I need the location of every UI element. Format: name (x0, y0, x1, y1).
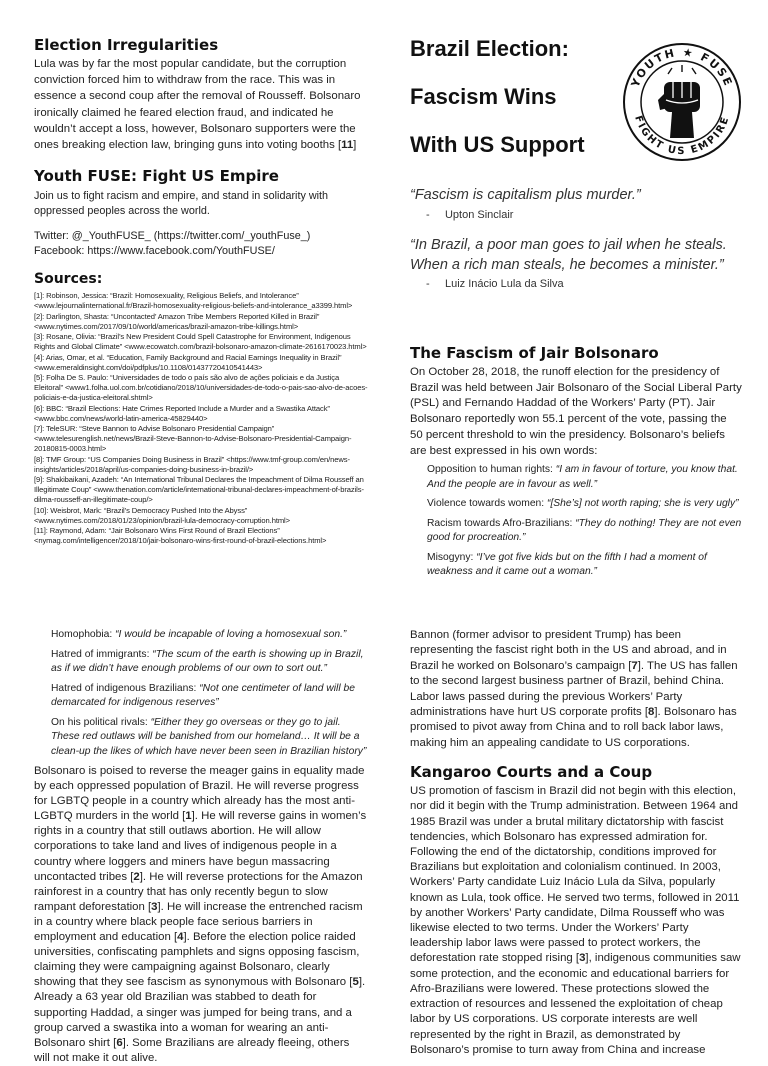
fascism-section (410, 344, 742, 585)
election-irregularities-body: Lula was by far the most popular candidate, but the corruption conviction forced him to withdraw from the race. This was in essence a second coup after the removal of Rousseff. Bolsonaro ironically claimed he feared election fraud, and indicated he wouldn’t accept a loss, however, Bolsonaro supporters were the ones breaking election law, bringing guns into voting booths [11] (34, 58, 361, 152)
source-item: [7]: TeleSUR: “Steve Bannon to Advise Bolsonaro Presidential Campaign” <www.telesurenglish.net/news/Brazil-Steve-Bannon-to-Advise-Bolsonaro-Presidential-Campaign-20180815-0003.html> (34, 424, 352, 454)
bottom-right-column (410, 628, 742, 1058)
election-irregularities-heading: Election Irregularities (34, 36, 219, 54)
source-item: [11]: Raymond, Adam: “Jair Bolsonaro Wins First Round of Brazil Elections” <nymag.com/intelligencer/2018/10/jair-bolsonaro-wins-first-round-of-brazil-elections.html> (34, 526, 327, 546)
belief-item: Racism towards Afro-Brazilians: “They do nothing! They are not even good for procreation.” (427, 517, 742, 544)
bottom-left-column (34, 628, 368, 1066)
sources-heading: Sources: (34, 271, 103, 288)
beliefs-list-bottom (34, 628, 368, 759)
title-line-2: Fascism Wins (410, 84, 557, 109)
source-item: [8]: TMF Group: “US Companies Doing Business in Brazil” <https://www.tmf-group.com/en/news-insights/articles/2018/april/us-companies-doing-business-in-brazil/> (34, 454, 350, 474)
source-item: [3]: Rosane, Olivia: “Brazil’s New President Could Spell Catastrophe for Environment, Indigenous Rights and Global Climate” <www.ecowatch.com/brazil-bolsonaro-amazon-climate-2616170023.html> (34, 332, 367, 352)
raised-fist-icon (658, 65, 700, 138)
quote-block-2 (410, 236, 740, 290)
source-item: [6]: BBC: “Brazil Elections: Hate Crimes Reported Include a Murder and a Swastika Attack” <www.bbc.com/news/world-latin-america-45829440> (34, 403, 330, 423)
svg-text:YOUTH ★ FUSE: YOUTH ★ FUSE (628, 45, 736, 90)
facebook-link[interactable]: Facebook: https://www.facebook.com/YouthFUSE/ (34, 245, 275, 258)
quote-sinclair-attribution: - Upton Sinclair (426, 208, 514, 221)
top-left-column (34, 36, 368, 547)
quote-block-1 (410, 186, 740, 221)
title-line-3: With US Support (410, 132, 585, 157)
kangaroo-body: US promotion of fascism in Brazil did not begin with this election, nor did it begin with the Trump administration. Between 1964 and 1985 Brazil was under a brutal military dictatorship with fascist tendencies, which Bolsonaro has expressed admiration for. Following the end of the dictatorship, conditions improved for Brazilians but exploitation and colonialism continued. In 2003, Workers’ Party candidate Luiz Inácio Lula da Silva, popularly known as Lula, took office. He served two terms, followed in 2011 by another Workers’ Party candidate, Dilma Rousseff who was likewise elected to two terms. Under the Workers’ Party leadership labor laws were passed to protect workers, the deforestation rate stopped rising [3], indigenous communities saw some protection, and the economic and educational barriers for Afro-Brazilians were lowered. These protections slowed the extraction of resources and lessened the exploitation of cheap labor by US corporations. US corporate interests are well represented by the right in Brazil, as demonstrated by Bolsonaro’s promise to turn away from China and increase (410, 785, 741, 1056)
bolsonaro-consequences-body: Bolsonaro is poised to reverse the meager gains in equality made by each oppressed population of Brazil. He will reverse progress for LGBTQ people in a country which already has the most anti-LGBTQ murders in the world [1]. He will reverse gains in women’s rights in a country that still outlaws abortion. He will allow corporations to take land and lives of indigenous people in a country where loggers and miners have begun massacring uncontacted tribes [2]. He will reverse protections for the Amazon rainforest in a country that has only recently begun to slow rampant deforestation [3]. He will increase the entrenched racism in a country where black people face serious barriers in employment and education [4]. Before the election police raided universities, confiscating pamphlets and signs opposing fascism, claiming they were campaigning against Bolsonaro, clearly showing that they see fascism as synonymous with Bolsonaro [5]. Already a 63 year old Brazilian was stabbed to death for supporting Haddad, a singer was jumped for being trans, and a group carved a swastika into a woman for wearing an anti-Bolsonaro shirt [6]. Some Brazilians are already fleeing, others will not make it out alive. (34, 765, 367, 1064)
quote-lula: “In Brazil, a poor man goes to jail when he steals. When a rich man steals, he becomes a minister.” (410, 237, 727, 273)
belief-item: Misogyny: “I’ve got five kids but on the fifth I had a moment of weakness and it came out a woman.” (427, 551, 707, 578)
source-item: [4]: Arias, Omar, et al. “Education, Family Background and Racial Earnings Inequality in Brazil” <www.emeraldinsight.com/doi/pdfplus/10.1108/01437720410541443> (34, 352, 342, 372)
quote-sinclair: “Fascism is capitalism plus murder.” (410, 187, 641, 203)
belief-item: Opposition to human rights: “I am in favour of torture, you know that. And the people are in favour as well.” (427, 464, 738, 490)
source-item: [5]: Folha De S. Paulo: “Universidades de todo o país são alvo de ações policiais e da Justiça Eleitoral” <www1.folha.uol.com.br/cotidiano/2018/10/universidades-de-todo-o-pais-sao-alvo-de-acoes-policiais-e-da-justica-eleitoral.shtml> (34, 373, 368, 403)
sources-list (34, 291, 368, 546)
belief-item: Homophobia: “I would be incapable of loving a homosexual son.” (51, 629, 347, 640)
belief-item: Hatred of immigrants: “The scum of the earth is showing up in Brazil, as if we didn’t have enough problems of our own to sort out.” (51, 648, 364, 674)
logo-svg (620, 40, 744, 164)
beliefs-list-top (410, 463, 742, 580)
belief-item: Hatred of indigenous Brazilians: “Not one centimeter of land will be demarcated for indigenous reserves” (51, 682, 355, 708)
belief-item: Violence towards women: “[She’s] not worth raping; she is very ugly” (427, 498, 739, 510)
source-item: [9]: Shakibaikani, Azadeh: “An International Tribunal Declares the Impeachment of Dilma Rousseff an Illegitimate Coup” <www.thenation.com/article/international-tribunal-declares-impeachment-of-brazils-dilma-rousseff-an-illegitimate-coup/> (34, 475, 364, 505)
youth-fuse-heading: Youth FUSE: Fight US Empire (34, 167, 279, 186)
fascism-body: On October 28, 2018, the runoff election for the presidency of Brazil was held between Jair Bolsonaro of the Social Liberal Party (PSL) and Fernando Haddad of the Workers’ Party (PT). Jair Bolsonaro reportedly won 55.1 percent of the vote, passing the 50 percent threshold to win the presidency. Bolsonaro’s beliefs are best expressed in his own words: (410, 366, 742, 457)
svg-text:FIGHT US EMPIRE: FIGHT US EMPIRE (632, 114, 732, 158)
fascism-heading: The Fascism of Jair Bolsonaro (410, 344, 659, 362)
title-line-1: Brazil Election: (410, 36, 569, 61)
twitter-link[interactable]: Twitter: @_YouthFUSE_ (https://twitter.com/_youthFuse_) (34, 230, 311, 243)
youth-fuse-body: Join us to fight racism and empire, and stand in solidarity with oppressed peoples across the world. (34, 190, 329, 218)
quote-lula-attribution: - Luiz Inácio Lula da Silva (426, 278, 564, 290)
source-item: [2]: Darlington, Shasta: “Uncontacted’ Amazon Tribe Members Reported Killed in Brazil” <www.nytimes.com/2017/09/10/world/americas/brazil-amazon-tribe-killings.html> (34, 311, 320, 331)
youth-fuse-logo (620, 40, 744, 164)
kangaroo-heading: Kangaroo Courts and a Coup (410, 763, 653, 782)
source-item: [1]: Robinson, Jessica: “Brazil: Homosexuality, Religious Beliefs, and Intolerance” <www.lejournalinternational.fr/Brazil-homosexuality-religious-beliefs-and-intolerance_a3399.html> (34, 291, 353, 311)
source-item: [10]: Weisbrot, Mark: “Brazil’s Democracy Pushed Into the Abyss” <www.nytimes.com/2018/01/23/opinion/brazil-lula-democracy-corruption.html> (34, 505, 290, 525)
belief-item: On his political rivals: “Either they go overseas or they go to jail. These red outlaws will be banished from our homeland… It will be a clean-up the likes of which have never been seen in Brazilian history” (51, 716, 367, 757)
bannon-paragraph: Bannon (former advisor to president Trump) has been representing the fascist right both in the US and abroad, and in Brazil he worked on Bolsonaro’s campaign [7]. The US has fallen to the second largest business partner of Brazil, behind China. Labor laws passed during the previous Workers’ Party administrations have hurt US corporate profits [8]. Bolsonaro has promised to pivot away from China and to roll back labor laws, making him an appealing candidate to US corporations. (410, 629, 738, 749)
